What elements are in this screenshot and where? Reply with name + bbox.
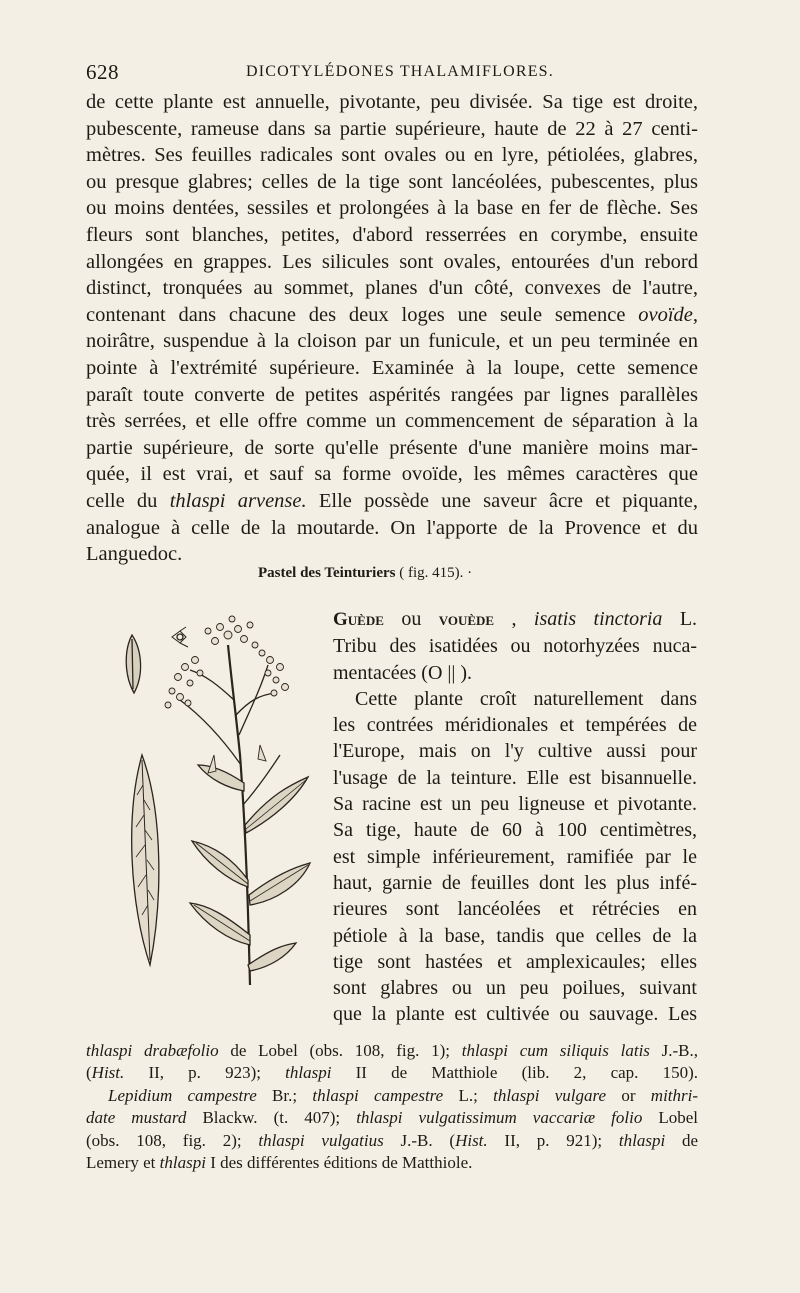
italic-species: thlaspi arvense. [169, 489, 307, 512]
text-line: analogue à celle de la moutarde. On l'apporte de la Provence et du [86, 516, 698, 539]
side-paragraph [333, 606, 697, 1028]
main-paragraph [86, 89, 698, 568]
common-name: Guède [333, 609, 384, 630]
footnote-line [86, 1062, 698, 1084]
text-fragment: de [681, 1130, 699, 1150]
text-line: paraît toute converte de petites aspérités rangées par lignes parallèles [86, 383, 698, 406]
text-line: noirâtre, suspendue à la cloison par un funicule, et un peu terminée en [86, 330, 698, 353]
text-line: de cette plante est annuelle, pivotante, peu divisée. Sa tige est droite, [86, 91, 698, 113]
footnote-line [86, 1107, 698, 1129]
page-number: 628 [86, 60, 119, 84]
synonym: thlaspi cum siliquis latis [461, 1041, 650, 1060]
text-line: quée, il est vrai, et sauf sa forme ovoïde, les mêmes caractères que [86, 463, 698, 486]
text-line: tige sont hastées et amplexicaules; elles [333, 950, 697, 973]
text-line: sont glabres ou un peu poilues, suivant [333, 977, 697, 1000]
text-line: que la plante est cultivée ou sauvage. Les [333, 1003, 697, 1026]
plant-illustration [110, 605, 326, 995]
citation: Hist. [455, 1130, 488, 1150]
common-name-alt: vouède [438, 609, 495, 630]
text-line: pétiole à la base, tandis que celles de la [333, 924, 697, 947]
text-fragment: ou [401, 608, 422, 630]
text-line: les contrées méridionales et tempérées de [333, 714, 697, 737]
text-line: distinct, tronquées au sommet, planes d'un côté, convexes de l'autre, [86, 277, 698, 300]
text-line: mentacées (O || ). [333, 661, 473, 684]
synonym: thlaspi vulgatissimum vaccariæ folio [356, 1108, 643, 1128]
synonym: thlaspi [159, 1153, 206, 1173]
synonym: thlaspi vulgare [493, 1085, 607, 1105]
text-fragment: de Lobel (obs. 108, fig. 1); [230, 1041, 450, 1060]
text-line: mètres. Ses feuilles radicales sont ovales ou en lyre, pétiolées, glabres, [86, 144, 698, 167]
species-name: isatis tinctoria [533, 608, 663, 630]
text-line: est simple inférieurement, ramifiée par le [333, 845, 697, 868]
text-fragment: L.; [458, 1085, 478, 1105]
text-line: ou moins dentées, sessiles et prolongées à la base en fer de flèche. Ses [86, 197, 698, 220]
italic-word: ovoïde, [638, 303, 699, 326]
synonym: thlaspi [285, 1063, 332, 1083]
text-fragment: contenant dans chacune des deux loges une seule semence [86, 303, 626, 326]
text-line: très serrées, et elle offre comme un commencement de séparation à la [86, 410, 698, 433]
synonym: date mustard [86, 1108, 187, 1128]
footnote-line [86, 1085, 698, 1107]
synonym: thlaspi [618, 1130, 666, 1150]
synonym: thlaspi campestre [312, 1085, 444, 1105]
text-fragment: J.-B. ( [400, 1130, 456, 1150]
isatis-engraving [110, 605, 326, 995]
text-fragment: II, p. 921); [504, 1130, 603, 1150]
text-line: Sa tige, haute de 60 à 100 centimètres, [333, 819, 697, 842]
footnote-line [86, 1040, 698, 1062]
text-fragment: ( [86, 1063, 92, 1083]
text-fragment: celle du [86, 489, 158, 512]
author-abbrev: L. [679, 608, 698, 630]
synonym: thlaspi vulgatius [258, 1130, 384, 1150]
text-line: ou presque glabres; celles de la tige sont lancéolées, pubescentes, plus [86, 170, 698, 193]
text-fragment: , [511, 608, 517, 630]
text-fragment: II de Matthiole (lib. 2, cap. 150). [355, 1063, 698, 1083]
text-line: pointe à l'extrémité supérieure. Examinée à la loupe, cette semence [86, 356, 698, 379]
text-fragment: Lobel [658, 1108, 699, 1128]
synonym: mithri- [650, 1085, 699, 1105]
text-fragment: (obs. 108, fig. 2); [86, 1130, 242, 1150]
caption-title: Pastel des Teinturiers [258, 565, 396, 581]
caption-mark: · [467, 565, 473, 581]
text-line: Sa racine est un peu ligneuse et pivotante. [333, 793, 697, 816]
text-line [333, 606, 697, 633]
text-line [86, 302, 698, 329]
text-line: l'Europe, mais on l'y cultive aussi pour [333, 740, 697, 763]
text-line: Cette plante croît naturellement dans [355, 687, 697, 710]
page-header [86, 60, 698, 90]
running-title: DICOTYLÉDONES THALAMIFLORES. [246, 63, 554, 80]
text-line: rieures sont lancéolées et rétrécies en [333, 898, 697, 921]
footnote-line [86, 1152, 698, 1174]
text-line: partie supérieure, de sorte qu'elle présente d'une manière moins mar- [86, 436, 698, 459]
footnote-block [86, 1040, 698, 1174]
text-fragment: J.-B., [661, 1041, 699, 1060]
text-line: haut, garnie de feuilles dont les plus infé- [333, 871, 697, 894]
synonym: Lepidium campestre [108, 1085, 257, 1105]
text-line: Languedoc. [86, 543, 183, 566]
text-line: allongées en grappes. Les silicules sont ovales, entourées d'un rebord [86, 250, 698, 273]
text-fragment: Br.; [272, 1085, 298, 1105]
text-fragment: Elle possède une saveur âcre et piquante, [318, 489, 698, 512]
text-fragment: Lemery et [86, 1153, 156, 1173]
text-line [86, 488, 698, 515]
text-line: fleurs sont blanches, petites, d'abord resserrées en corymbe, ensuite [86, 223, 698, 246]
figure-caption [258, 565, 558, 582]
footnote-line [86, 1130, 698, 1152]
text-fragment: or [621, 1085, 636, 1105]
text-line: Tribu des isatidées ou notorhyzées nuca- [333, 635, 697, 658]
citation: Hist. [91, 1063, 125, 1083]
text-fragment: I des différentes éditions de Matthiole. [210, 1153, 473, 1173]
text-fragment: II, p. 923); [148, 1063, 261, 1083]
text-line: l'usage de la teinture. Elle est bisannuelle. [333, 766, 697, 789]
synonym: thlaspi drabæfolio [86, 1041, 219, 1060]
text-fragment: Blackw. (t. 407); [202, 1108, 341, 1128]
caption-ref: ( fig. 415). [399, 565, 464, 581]
text-line: pubescente, rameuse dans sa partie supérieure, haute de 22 à 27 centi- [86, 117, 698, 140]
